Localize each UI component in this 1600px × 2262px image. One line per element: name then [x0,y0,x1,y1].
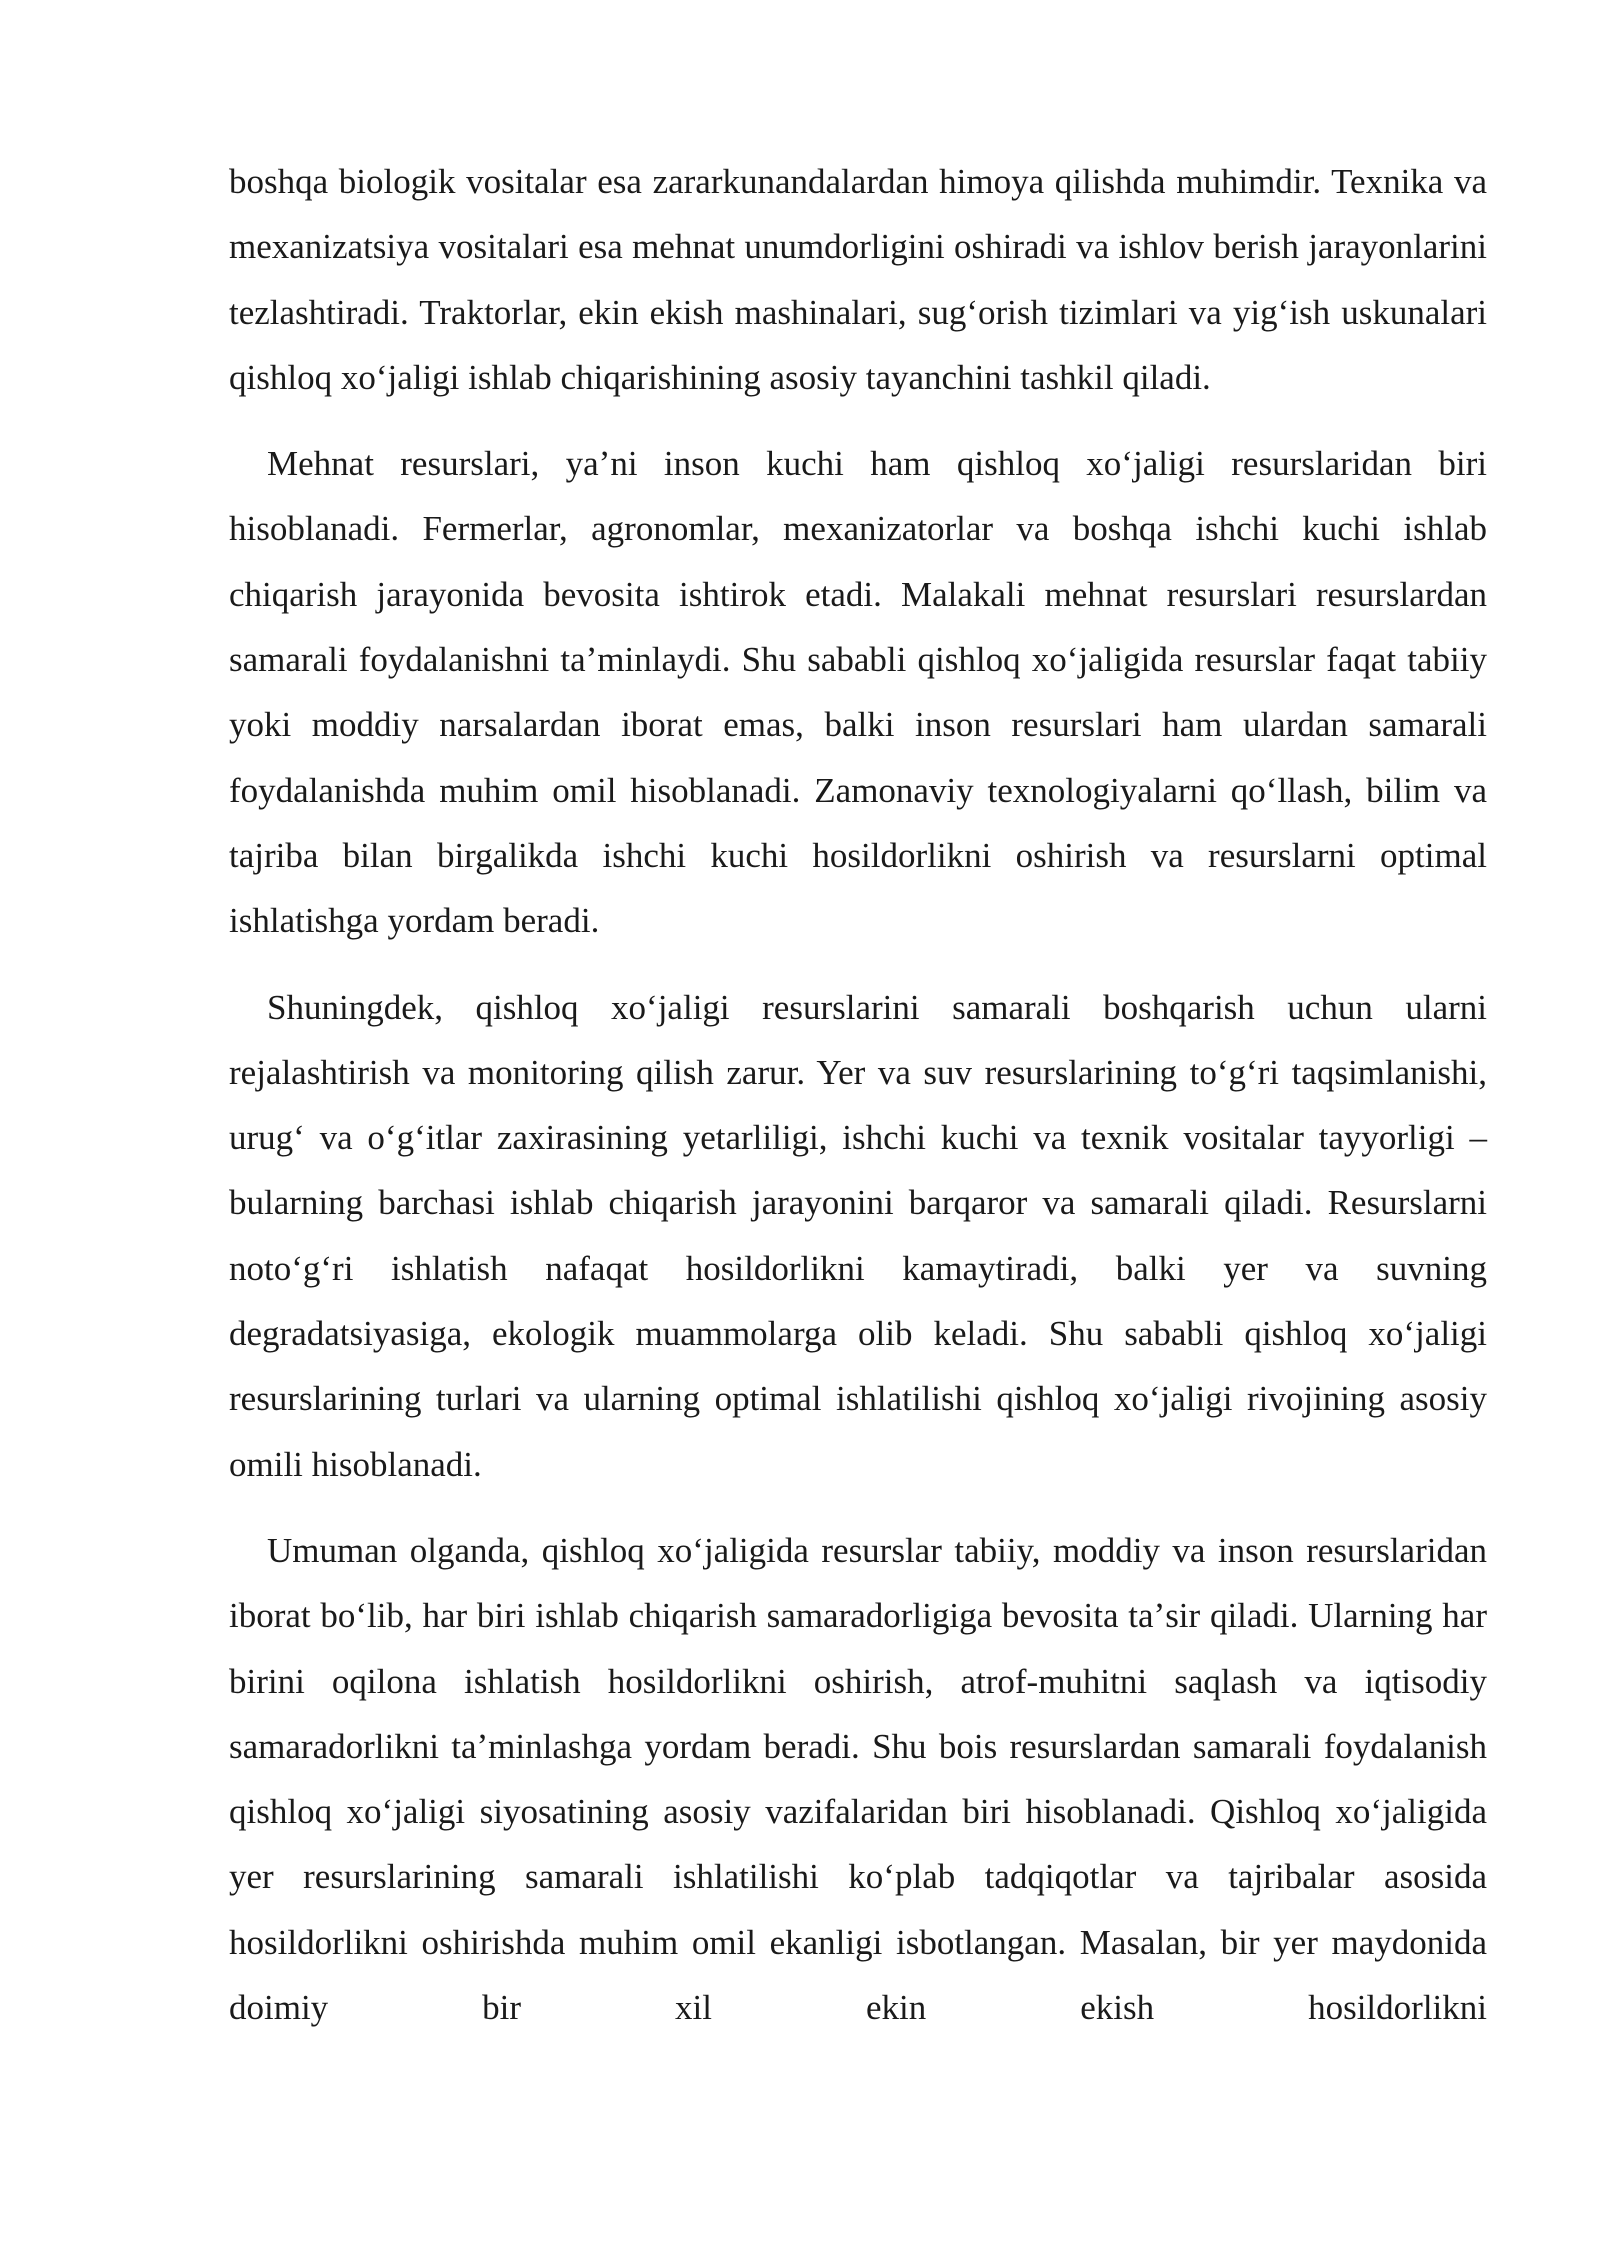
paragraph-summary: Umuman olganda, qishloq xoʻjaligida resurslar tabiiy, moddiy va inson resurslaridan iborat boʻlib, har biri ishlab chiqarish samaradorligiga bevosita taʼsir qiladi. Ularning har birini oqilona ishlatish hosildorlikni oshirish, atrof-muhitni saqlash va iqtisodiy samaradorlikni taʼminlashga yordam beradi. Shu bois resurslardan samarali foydalanish qishloq xoʻjaligi siyosatining asosiy vazifalaridan biri hisoblanadi. Qishloq xoʻjaligida yer resurslarining samarali ishlatilishi koʻplab tadqiqotlar va tajribalar asosida hosildorlikni oshirishda muhim omil ekanligi isbotlangan. Masalan, bir yer maydonida doimiy bir xil ekin ekish hosildorlikni [229,1530,1487,2028]
paragraph-continued: boshqa biologik vositalar esa zararkunandalardan himoya qilishda muhimdir. Texnika va mexanizatsiya vositalari esa mehnat unumdorligini oshiradi va ishlov berish jarayonlarini tezlashtiradi. Traktorlar, ekin ekish mashinalari, sugʻorish tizimlari va yigʻish uskunalari qishloq xoʻjaligi ishlab chiqarishining asosiy tayanchini tashkil qiladi. [229,162,1487,397]
paragraph-resource-management: Shuningdek, qishloq xoʻjaligi resurslarini samarali boshqarish uchun ularni rejalashtirish va monitoring qilish zarur. Yer va suv resurslarining toʻgʻri taqsimlanishi, urugʻ va oʻgʻitlar zaxirasining yetarliligi, ishchi kuchi va texnik vositalar tayyorligi – bularning barchasi ishlab chiqarish jarayonini barqaror va samarali qiladi. Resurslarni notoʻgʻri ishlatish nafaqat hosildorlikni kamaytiradi, balki yer va suvning degradatsiyasiga, ekologik muammolarga olib keladi. Shu sababli qishloq xoʻjaligi resurslarining turlari va ularning optimal ishlatilishi qishloq xoʻjaligi rivojining asosiy omili hisoblanadi. [229,987,1487,1484]
document-page [229,149,1487,2040]
paragraph-labor-resources: Mehnat resurslari, yaʼni inson kuchi ham qishloq xoʻjaligi resurslaridan biri hisoblanadi. Fermerlar, agronomlar, mexanizatorlar va boshqa ishchi kuchi ishlab chiqarish jarayonida bevosita ishtirok etadi. Malakali mehnat resurslari resurslardan samarali foydalanishni taʼminlaydi. Shu sababli qishloq xoʻjaligida resurslar faqat tabiiy yoki moddiy narsalardan iborat emas, balki inson resurslari ham ulardan samarali foydalanishda muhim omil hisoblanadi. Zamonaviy texnologiyalarni qoʻllash, bilim va tajriba bilan birgalikda ishchi kuchi hosildorlikni oshirish va resurslarni optimal ishlatishga yordam beradi. [229,444,1487,941]
